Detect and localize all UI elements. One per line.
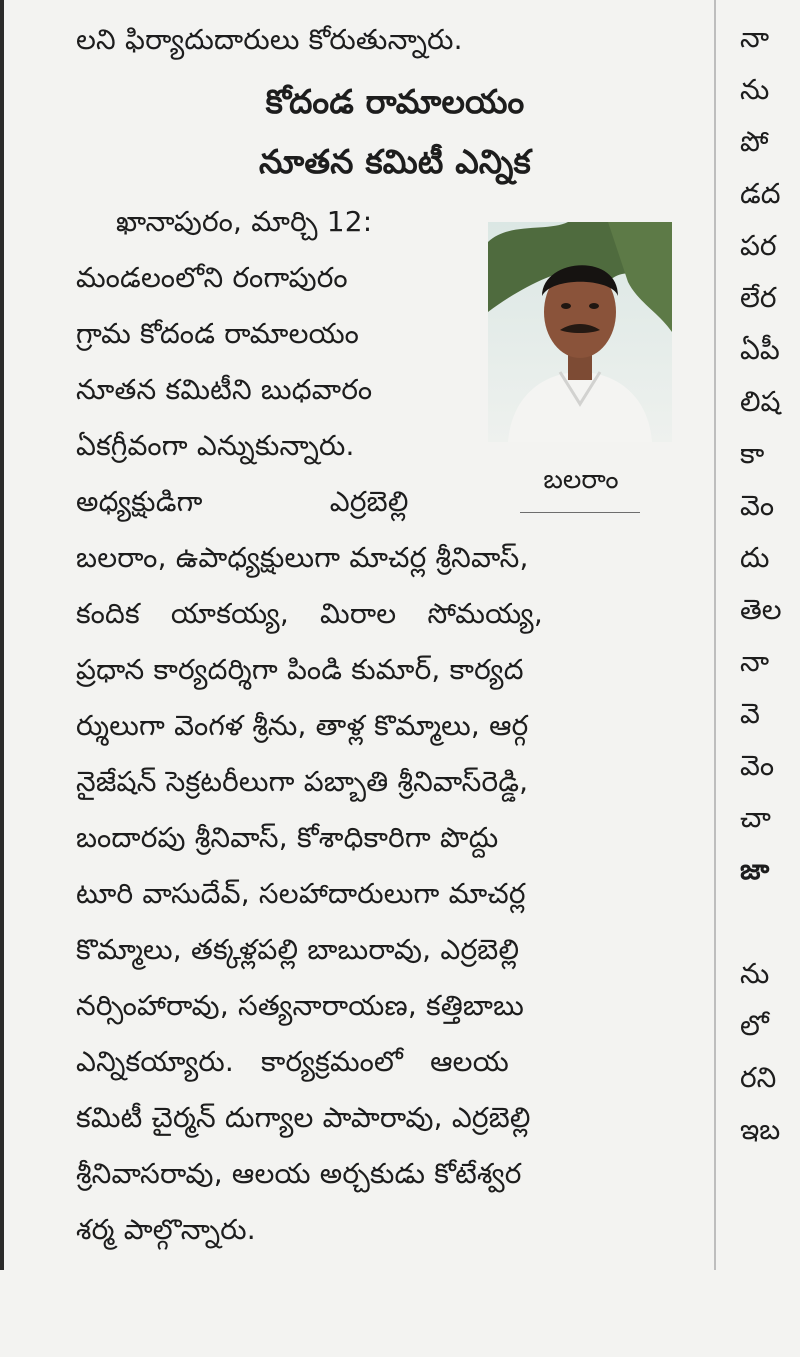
fragment-line: జా [740, 853, 770, 886]
previous-article-tail: లని ఫిర్యాదుదారులు కోరుతున్నారు. [76, 23, 463, 56]
fragment-line: లో [740, 1009, 769, 1042]
fragment-line: తెల [740, 593, 782, 626]
body-line: శ్రీనివాసరావు, ఆలయ అర్చకుడు కోటేశ్వర [76, 1157, 522, 1190]
body-line: కొమ్మాలు, తక్కళ్లపల్లి బాబురావు, ఎర్రబెల్లి [76, 933, 520, 966]
body-line: టూరి వాసుదేవ్, సలహాదారులుగా మాచర్ల [76, 877, 526, 910]
body-line: ర్శులుగా వెంగళ శ్రీను, తాళ్ల కొమ్మాలు, ఆర్గ [76, 709, 529, 742]
fragment-line: ఏపీ [740, 333, 780, 366]
headline-line-2: నూతన కమిటీ ఎన్నిక [259, 142, 531, 181]
fragment-line: వెం [740, 749, 775, 782]
body-line: కందిక యాకయ్య, మిరాల సోమయ్య, [76, 597, 543, 630]
photo-caption: బలరాం [543, 465, 619, 495]
body-line: బలరాం, ఉపాధ్యక్షులుగా మాచర్ల శ్రీనివాస్, [76, 541, 529, 574]
article-column [76, 12, 696, 1258]
caption-underline [520, 512, 640, 513]
body-line: నూతన కమిటీని బుధవారం [76, 373, 373, 406]
portrait-illustration [488, 222, 672, 442]
adjacent-column-fragment [740, 12, 800, 1272]
fragment-line: చా [740, 801, 771, 834]
body-line: శర్మ పాల్గొన్నారు. [76, 1213, 256, 1246]
fragment-line: ను [740, 957, 770, 990]
fragment-line: ఇబ [740, 1113, 781, 1146]
body-line: నైజేషన్ సెక్రటరీలుగా పబ్బాతి శ్రీనివాస్‌రెడ్డి, [76, 765, 529, 798]
body-line: ఏకగ్రీవంగా ఎన్నుకున్నారు. [76, 429, 355, 462]
body-line: మండలంలోని రంగాపురం [76, 261, 348, 294]
fragment-line: పో [740, 125, 769, 158]
column-divider [714, 0, 716, 1270]
body-line: నర్సింహారావు, సత్యనారాయణ, కత్తిబాబు [76, 989, 525, 1022]
headline-line-1: కోదండ రామాలయం [265, 82, 525, 121]
body-line: బందారపు శ్రీనివాస్, కోశాధికారిగా పొద్దు [76, 821, 499, 854]
body-line: అధ్యక్షుడిగా ఎర్రబెల్లి [76, 485, 409, 518]
body-line: ప్రధాన కార్యదర్శిగా పిండి కుమార్, కార్యద [76, 653, 524, 686]
fragment-line: వె [740, 697, 760, 730]
fragment-line: లిష [740, 385, 781, 418]
left-border-rule [0, 0, 4, 1270]
fragment-line [740, 896, 800, 948]
fragment-line: నా [740, 645, 770, 678]
fragment-line: పర [740, 229, 777, 262]
fragment-line: నా [740, 21, 770, 54]
portrait-photo [488, 222, 672, 442]
fragment-line: కా [740, 437, 765, 470]
body-line: గ్రామ కోదండ రామాలయం [76, 317, 360, 350]
fragment-line: దు [740, 541, 770, 574]
fragment-line: వెం [740, 489, 775, 522]
fragment-line: రని [740, 1061, 777, 1094]
fragment-line: డద [740, 177, 781, 210]
body-line: ఖానాపురం, మార్చి 12: [116, 205, 373, 238]
fragment-line: ను [740, 73, 770, 106]
fragment-line: లేర [740, 281, 777, 314]
body-line: ఎన్నికయ్యారు. కార్యక్రమంలో ఆలయ [76, 1045, 509, 1078]
body-line: కమిటీ చైర్మన్ దుగ్యాల పాపారావు, ఎర్రబెల్లి [76, 1101, 531, 1134]
